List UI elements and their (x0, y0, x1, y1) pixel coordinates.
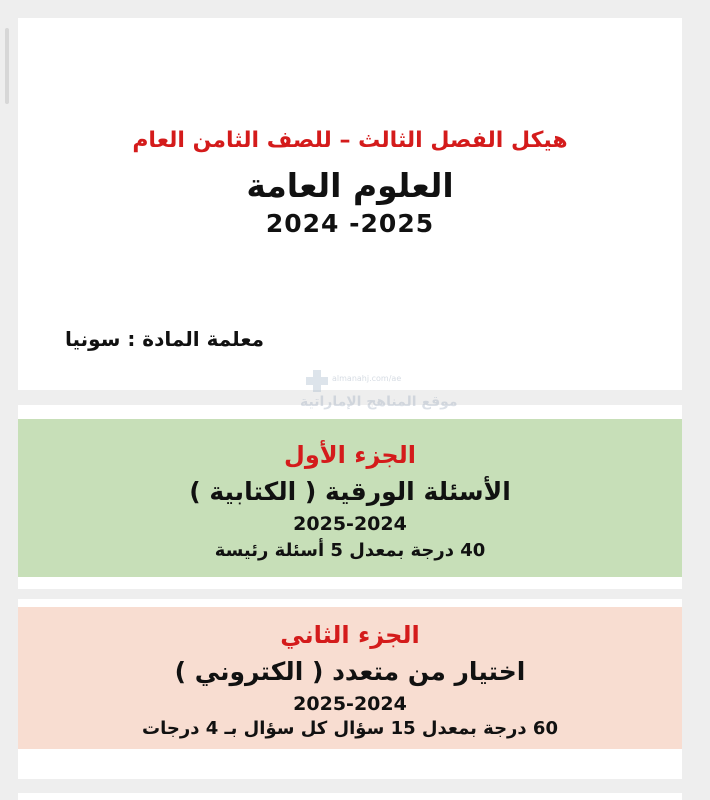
academic-years: 2024 -2025 (265, 209, 435, 238)
part-one-name: الأسئلة الورقية ( الكتابية ) (189, 477, 511, 506)
watermark-url: almanahj.com/ae (332, 374, 402, 383)
part-two-band (18, 607, 682, 749)
part-two-years: 2025-2024 (293, 693, 407, 715)
structure-subtitle: هيكل الفصل الثالث – للصف الثامن العام (132, 128, 568, 153)
part-two-description: 60 درجة بمعدل 15 سؤال كل سؤال بـ 4 درجات (142, 718, 558, 739)
part-one-band (18, 419, 682, 577)
part-two-card (18, 599, 682, 779)
part-one-label: الجزء الأول (284, 441, 416, 469)
part-one-description: 40 درجة بمعدل 5 أسئلة رئيسة (214, 540, 486, 561)
part-two-label: الجزء الثاني (280, 621, 420, 649)
next-page-card (18, 793, 682, 800)
part-one-years: 2025-2024 (293, 513, 407, 535)
subject-title: العلوم العامة (246, 166, 454, 205)
title-page-card (18, 18, 682, 390)
part-one-card (18, 405, 682, 589)
scroll-indicator[interactable] (5, 28, 9, 104)
watermark-text: موقع المناهج الإماراتية (300, 394, 458, 410)
part-two-name: اختيار من متعدد ( الكتروني ) (174, 657, 526, 686)
teacher-name: معلمة المادة : سونيا (64, 327, 264, 351)
